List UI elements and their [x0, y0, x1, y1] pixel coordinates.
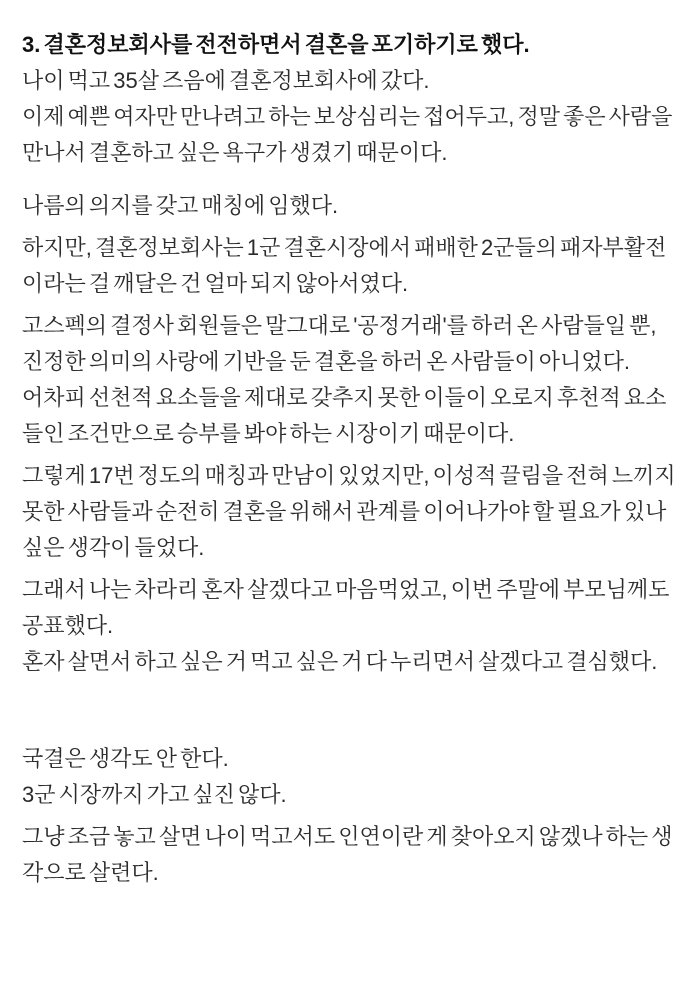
post-paragraphs	[22, 27, 678, 891]
post-paragraph: 3군 시장까지 가고 싶진 않다.	[22, 782, 287, 807]
post-paragraph: 나이 먹고 35살 즈음에 결혼정보회사에 갔다.	[22, 68, 430, 93]
post-paragraph: 하지만, 결혼정보회사는 1군 결혼시장에서 패배한 2군들의 패자부활전이라는 걸 깨달은 건 얼마 되지 않아서였다.	[22, 235, 667, 296]
post-paragraph: 나름의 의지를 갖고 매칭에 임했다.	[22, 193, 339, 218]
post-paragraph: 어차피 선천적 요소들을 제대로 갖추지 못한 이들이 오로지 후천적 요소들인 조건만으로 승부를 봐야 하는 시장이기 때문이다.	[22, 385, 667, 446]
post-paragraph: 혼자 살면서 하고 싶은 거 먹고 싶은 거 다 누리면서 살겠다고 결심했다.	[22, 649, 658, 674]
post-paragraph: 그래서 나는 차라리 혼자 살겠다고 마음먹었고, 이번 주말에 부모님께도 공표했다.	[22, 577, 670, 638]
post-paragraph: 국결은 생각도 안 한다.	[22, 746, 229, 771]
post-title: 3. 결혼정보회사를 전전하면서 결혼을 포기하기로 했다.	[22, 32, 530, 57]
post-paragraph: 그렇게 17번 정도의 매칭과 만남이 있었지만, 이성적 끌림을 전혀 느끼지 못한 사람들과 순전히 결혼을 위해서 관계를 이어나가야 할 필요가 있나 싶은 생각이 들었다.	[22, 463, 676, 560]
post-paragraph: 고스펙의 결정사 회원들은 말그대로 '공정거래'를 하러 온 사람들일 뿐, 진정한 의미의 사랑에 기반을 둔 결혼을 하러 온 사람들이 아니었다.	[22, 313, 657, 374]
post-paragraph: 이제 예쁜 여자만 만나려고 하는 보상심리는 접어두고, 정말 좋은 사람을 만나서 결혼하고 싶은 욕구가 생겼기 때문이다.	[22, 104, 673, 165]
post-paragraph: 그냥 조금 놓고 살면 나이 먹고서도 인연이란 게 찾아오지 않겠나 하는 생각으로 살련다.	[22, 824, 673, 885]
